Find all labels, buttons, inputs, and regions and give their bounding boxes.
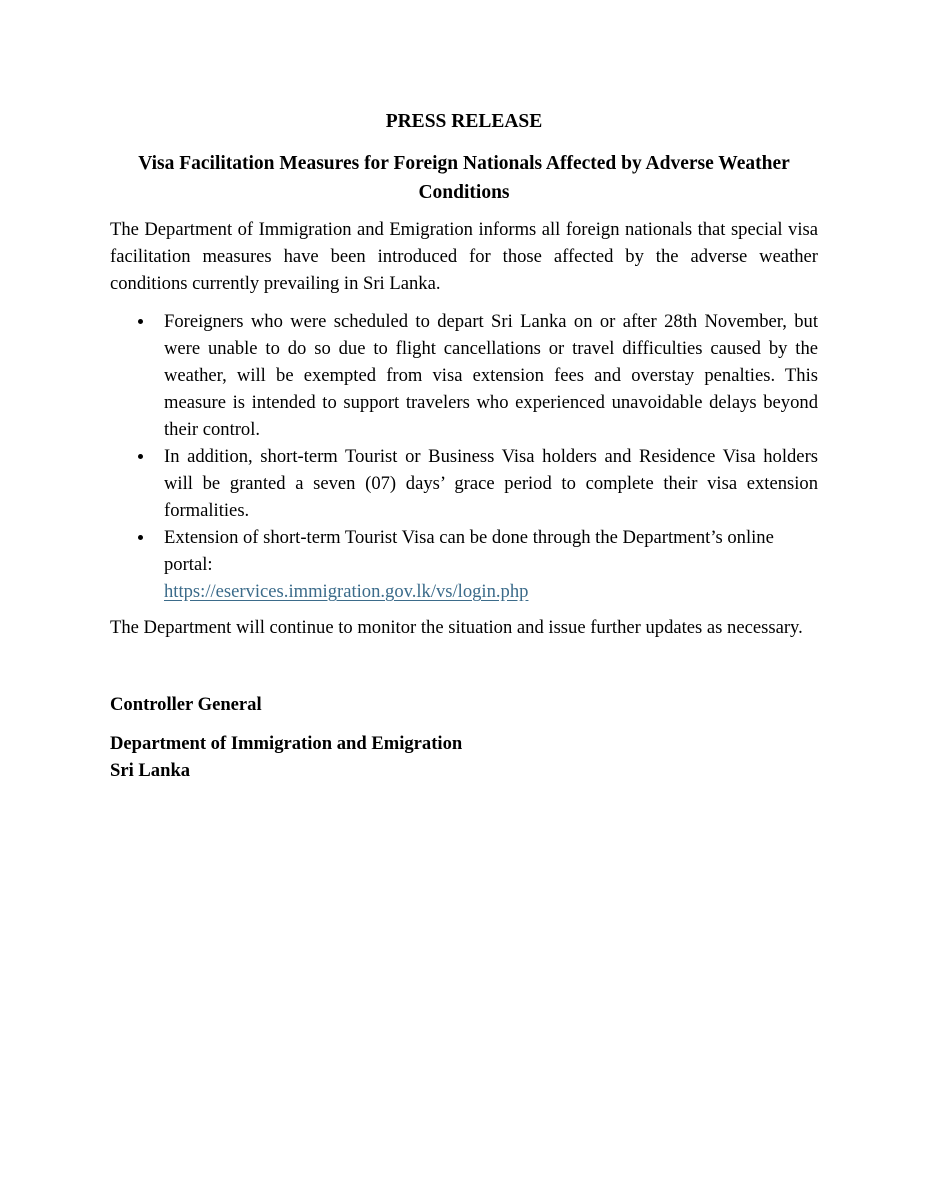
list-item	[110, 443, 818, 524]
signature-title: Controller General	[110, 694, 262, 715]
closing-paragraph: The Department will continue to monitor the situation and issue further updates as necessary.	[110, 617, 803, 638]
bullet-icon	[138, 535, 143, 540]
document-heading: PRESS RELEASE	[385, 111, 543, 132]
bullet-icon	[138, 319, 143, 324]
list-item-text: Extension of short-term Tourist Visa can be done through the Department’s online portal:	[164, 527, 774, 575]
signature-country: Sri Lanka	[110, 760, 191, 781]
measures-list	[110, 308, 818, 605]
list-item-text: Foreigners who were scheduled to depart Sri Lanka on or after 28th November, but were unable to do so due to flight cancellations or travel difficulties caused by the weather, will be exempted from visa extension fees and overstay penalties. This measure is intended to support travelers who experienced unavoidable delays beyond their control.	[164, 311, 818, 440]
document-body	[110, 108, 818, 784]
list-item	[110, 308, 818, 443]
bullet-icon	[138, 454, 143, 459]
list-item-text: In addition, short-term Tourist or Business Visa holders and Residence Visa holders will be granted a seven (07) days’ grace period to complete their visa extension formalities.	[164, 446, 818, 521]
document-subtitle: Visa Facilitation Measures for Foreign Nationals Affected by Adverse Weather Conditions	[138, 153, 790, 203]
portal-link[interactable]: https://eservices.immigration.gov.lk/vs/login.php	[164, 581, 529, 602]
intro-paragraph: The Department of Immigration and Emigration informs all foreign nationals that special visa facilitation measures have been introduced for those affected by the adverse weather conditions currently prevailing in Sri Lanka.	[110, 219, 818, 294]
signature-organization: Department of Immigration and Emigration	[110, 733, 463, 754]
list-item	[110, 524, 818, 605]
